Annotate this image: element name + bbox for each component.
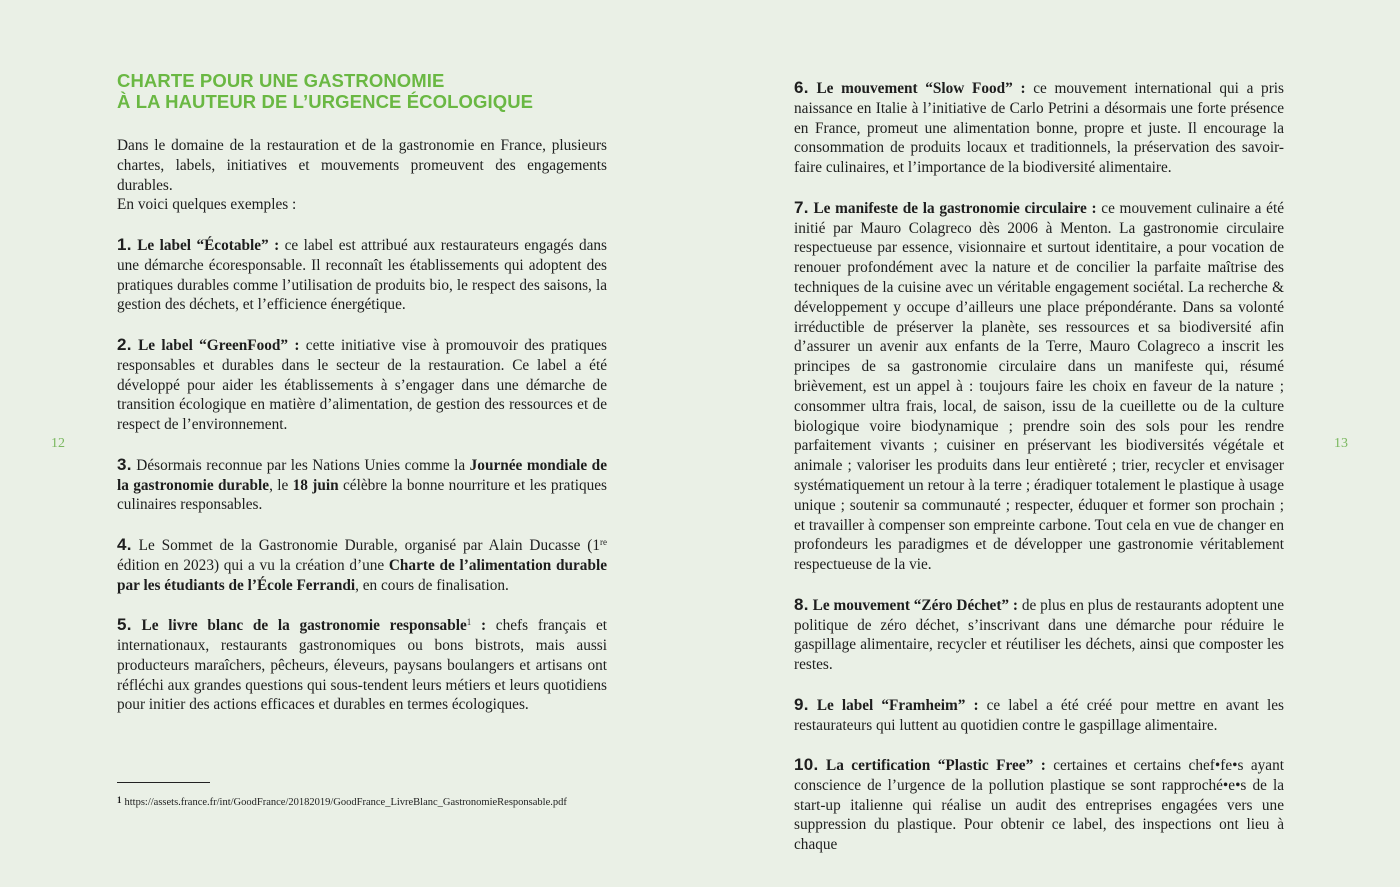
item-text: , le bbox=[269, 476, 293, 494]
item-number: 8. bbox=[794, 594, 809, 614]
intro-examples: En voici quelques exemples : bbox=[117, 196, 297, 214]
item-text: de plus en plus de restaurants adoptent une politique de zéro déchet, s’inscrivant dans une démarche pour réduire le gaspillage alimentaire, recycler et réutiliser les déchets, ainsi que composter les restes. bbox=[794, 596, 1284, 674]
item-text: ce mouvement culinaire a été initié par Mauro Colagreco dès 2006 à Menton. La gastronomie circulaire respectueuse par essence, visionnaire et surtout identitaire, a pour vocation de renouer profondément avec la nature et de concilier la parfaite maîtrise des techniques de la cuisine avec un véritable engagement sociétal. La recherche & développement y occupe d’ailleurs une place prépondérante. Dans sa volonté irréductible de préserver la planète, ses ressources et sa biodiversité afin d’assurer un avenir aux enfants de la Terre, Mauro Colagreco a inscrit les principes de sa gastronomie circulaire dans un manifeste qui, résumé brièvement, est un appel à : toujours faire les choix en faveur de la nature ; consommer ultra frais, local, de saison, issu de la cueillette ou de la culture biologique voire biodynamique ; prendre soin des sols pour les rendre parfaitement vivants ; cuisiner en préservant les biodiversités végétale et animale ; valoriser les produits dans leur entièreté ; trier, recycler et envisager systématiquement un retour à la terre ; éradiquer totalement le plastique à usage unique ; soutenir sa communauté ; respecter, éduquer et former son prochain ; et travailler à compenser son empreinte carbone. Tout cela en vue de changer en profondeurs les paradigmes et de développer une gastronomie véritablement respectueuse de la vie. bbox=[794, 199, 1284, 574]
footnote-rule bbox=[117, 782, 210, 783]
list-item-1 bbox=[117, 235, 607, 315]
right-column bbox=[794, 78, 1284, 855]
item-number: 2. bbox=[117, 334, 132, 354]
footnote-link[interactable]: https://assets.france.fr/int/GoodFrance/20182019/GoodFrance_LivreBlanc_GastronomieResponsable.pdf bbox=[124, 797, 567, 808]
item-text: Désormais reconnue par les Nations Unies comme la bbox=[131, 456, 470, 474]
item-text: ce label est attribué aux restaurateurs engagés dans une démarche écoresponsable. Il reconnaît les établissements qui adoptent des pratiques durables comme l’utilisation de produits bio, le respect des saisons, la gestion des déchets, et l’efficience énergétique. bbox=[117, 236, 608, 314]
item-label: Le mouvement “Zéro Déchet” : bbox=[812, 596, 1018, 614]
item-bold: Journée mondiale de la gastronomie durable bbox=[117, 456, 607, 494]
item-number: 4. bbox=[117, 534, 132, 554]
footnote bbox=[117, 794, 637, 809]
item-text: célèbre la bonne nourriture et les pratiques culinaires responsables. bbox=[117, 476, 607, 514]
list-item-10 bbox=[794, 755, 1284, 855]
list-item-8 bbox=[794, 595, 1284, 675]
title-line-1: CHARTE POUR UNE GASTRONOMIE bbox=[117, 70, 445, 91]
item-text: ce mouvement international qui a pris naissance en Italie à l’initiative de Carlo Petrini a désormais une forte présence en France, promeut une alimentation bonne, propre et juste. Il encourage la consommation de produits locaux et traditionnels, la préservation des savoir-faire culinaires, et l’importance de la biodiversité alimentaire. bbox=[794, 80, 1284, 177]
list-item-5 bbox=[117, 615, 607, 715]
list-item-6 bbox=[794, 78, 1284, 178]
page-title bbox=[117, 70, 617, 112]
list-item-9 bbox=[794, 695, 1284, 736]
item-number: 9. bbox=[794, 694, 809, 714]
item-text: chefs français et internationaux, restaurants gastronomiques ou bons bistrots, mais aussi producteurs maraîchers, pêcheurs, éleveurs, paysans boulangers et artisans ont réfléchi aux grandes questions qui sous-tendent leurs métiers et leurs quotidiens pour initier des actions efficaces et durables en termes écologiques. bbox=[117, 617, 607, 714]
intro-paragraph: Dans le domaine de la restauration et de la gastronomie en France, plusieurs chartes, labels, initiatives et mouvements promeuvent des engagements durables. bbox=[117, 137, 607, 194]
item-label: Le label “Framheim” : bbox=[816, 696, 979, 714]
list-item-7 bbox=[794, 198, 1284, 575]
page-number-right: 13 bbox=[1334, 436, 1348, 451]
item-text: édition en 2023) qui a vu la création d’une bbox=[117, 556, 389, 574]
item-number: 10. bbox=[794, 755, 819, 775]
right-page bbox=[700, 0, 1400, 887]
item-label: Le mouvement “Slow Food” : bbox=[816, 80, 1026, 97]
item-text: certaines et certains chef•fe•s ayant conscience de l’urgence de la pollution plastique se sont rapproché•e•s de la start-up italienne qui réalise un audit des entreprises engagées vers une suppression du plastique. Pour obtenir ce label, des inspections ont lieu à chaque bbox=[794, 757, 1284, 854]
item-text: ce label a été créé pour mettre en avant les restaurateurs qui luttent au quotidien contre le gaspillage alimentaire. bbox=[794, 696, 1285, 734]
item-number: 1. bbox=[117, 234, 132, 254]
list-item-2 bbox=[117, 335, 607, 435]
item-number: 6. bbox=[794, 78, 809, 97]
item-label: La certification “Plastic Free” : bbox=[826, 757, 1046, 775]
item-text: cette initiative vise à promouvoir des pratiques responsables et durables dans le secteur de la restauration. Ce label a été développé pour aider les établissements à s’engager dans une démarche de transition écologique en matière d’alimentation, de gestion des ressources et de respect de l’environnement. bbox=[117, 336, 608, 434]
item-bold: Charte de l’alimentation durable par les étudiants de l’École Ferrandi bbox=[117, 556, 607, 594]
item-label: Le label “Écotable” : bbox=[137, 236, 280, 254]
title-line-2: À LA HAUTEUR DE L’URGENCE ÉCOLOGIQUE bbox=[117, 91, 534, 112]
item-text: , en cours de finalisation. bbox=[355, 576, 509, 594]
item-bold: 18 juin bbox=[292, 476, 339, 494]
item-number: 5. bbox=[117, 615, 132, 635]
item-label-colon: : bbox=[471, 617, 487, 635]
item-label: Le label “GreenFood” : bbox=[138, 336, 300, 354]
ordinal-superscript: re bbox=[600, 536, 607, 547]
list-item-3 bbox=[117, 455, 607, 515]
item-number: 3. bbox=[117, 454, 132, 474]
footnote-number: 1 bbox=[117, 795, 122, 805]
left-column bbox=[117, 136, 607, 735]
list-item-4 bbox=[117, 535, 607, 595]
item-text: Le Sommet de la Gastronomie Durable, organisé par Alain Ducasse (1 bbox=[131, 536, 600, 554]
item-number: 7. bbox=[794, 197, 809, 217]
item-label: Le manifeste de la gastronomie circulaire : bbox=[813, 199, 1097, 217]
footnote-ref[interactable]: 1 bbox=[466, 617, 472, 628]
item-label: Le livre blanc de la gastronomie responsable bbox=[141, 617, 467, 635]
page-number-left: 12 bbox=[51, 436, 65, 451]
